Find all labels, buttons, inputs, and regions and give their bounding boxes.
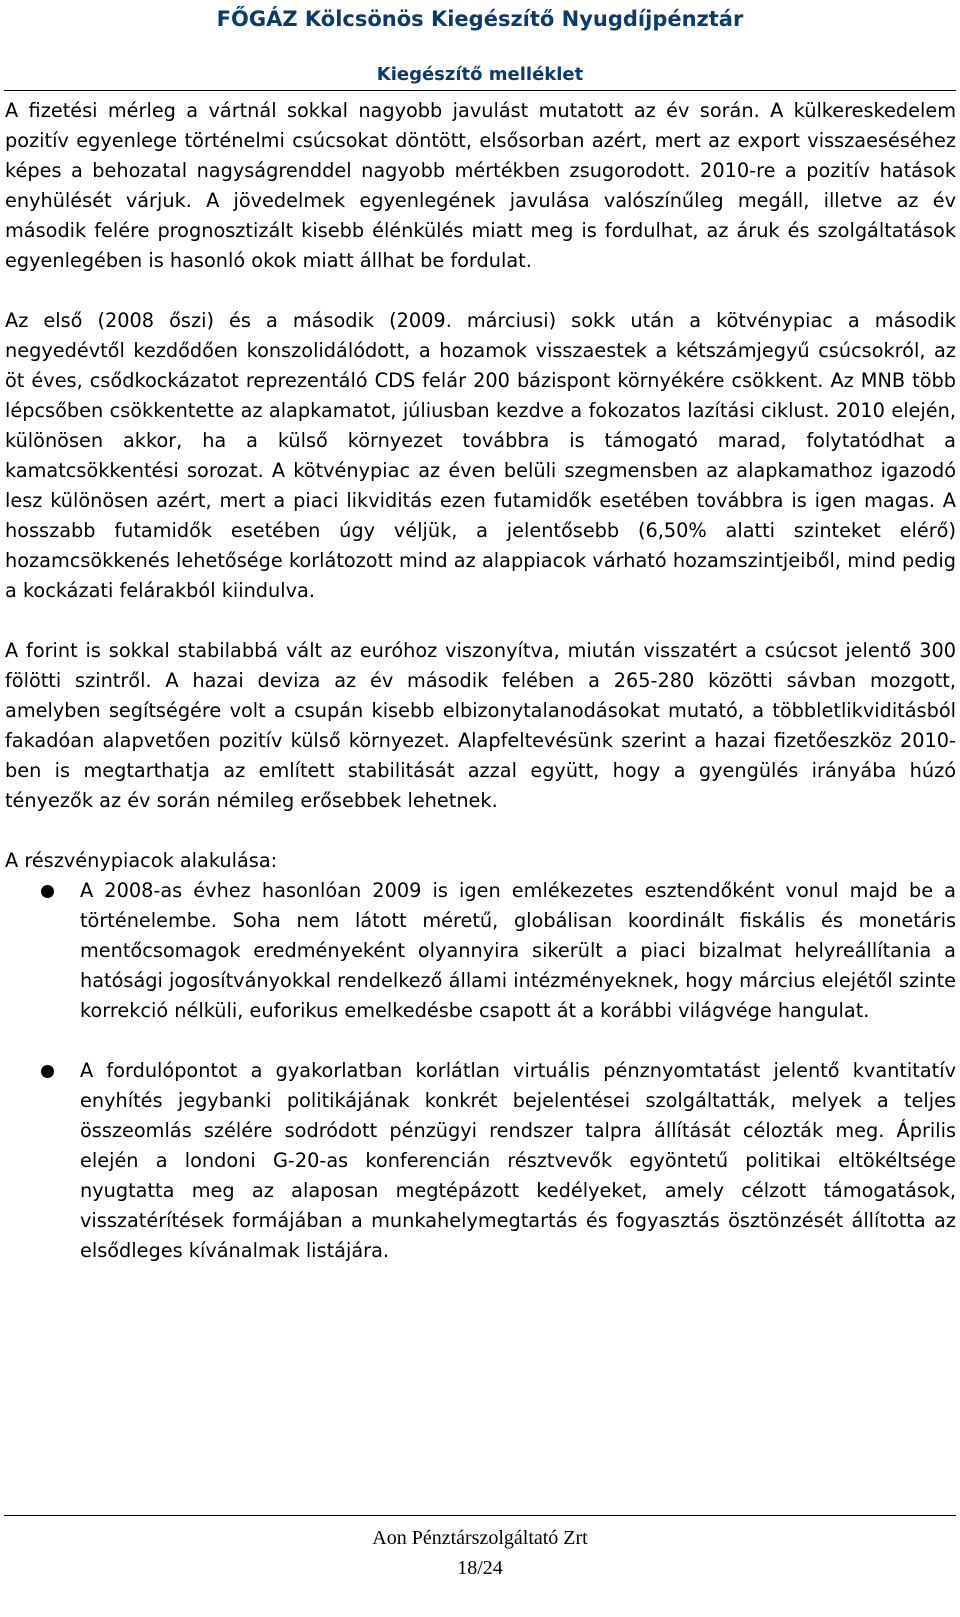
bullet-dot-icon xyxy=(41,1065,54,1078)
footer-company: Aon Pénztárszolgáltató Zrt xyxy=(372,1527,588,1549)
footer-divider xyxy=(4,1515,956,1516)
bullet-item xyxy=(5,1056,956,1266)
document-header-subtitle: Kiegészítő melléklet xyxy=(376,64,584,85)
bullet-dot-icon xyxy=(41,885,54,898)
bullet-text: A 2008-as évhez hasonlóan 2009 is igen emlékezetes esztendőként vonul majd be a történelembe. Soha nem látott méretű, globálisan koordinált fiskális és monetáris mentőcsomagok eredményeként olyannyira sikerült a piaci bizalmat helyreállítania a hatósági jogosítványokkal rendelkező állami intézményeknek, hogy március elejétől szinte korrekció nélküli, euforikus emelkedésbe csapott át a korábbi világvége hangulat. xyxy=(80,879,956,1022)
paragraph-forint: A forint is sokkal stabilabbá vált az euróhoz viszonyítva, miután visszatért a csúcsot jelentő 300 fölötti szintről. A hazai deviza az év második felében a 265-280 közötti sávban mozgott, amelyben segítségére volt a csupán kisebb elbizonytalanodásokat mutató, a többletlikviditásból fakadóan alapvetően pozitív külső környezet. Alapfeltevésünk szerint a hazai fizetőeszköz 2010-ben is megtarthatja az említett stabilitását azzal együtt, hogy a gyengülés irányába húzó tényezők az év során némileg erősebbek lehetnek. xyxy=(5,639,956,812)
document-body xyxy=(5,96,956,1266)
paragraph-spacer xyxy=(5,606,956,636)
page-number: 18/24 xyxy=(457,1557,503,1579)
header-divider xyxy=(4,90,956,91)
section-heading-equity-markets: A részvénypiacok alakulása: xyxy=(5,849,278,872)
paragraph-bond-market: Az első (2008 őszi) és a második (2009. márciusi) sokk után a kötvénypiac a második negyedévtől kezdődően konszolidálódott, a hozamok visszaestek a kétszámjegyű csúcsokról, az öt éves, csődkockázatot reprezentáló CDS felár 200 bázispont környékére csökkent. Az MNB több lépcsőben csökkentette az alapkamatot, júliusban kezdve a fokozatos lazítási ciklust. 2010 elején, különösen akkor, ha a külső környezet továbbra is támogató marad, folytatódhat a kamatcsökkentési sorozat. A kötvénypiac az éven belüli szegmensben az alapkamathoz igazodó lesz különösen azért, mert a piaci likviditás ezen futamidők esetében továbbra is igen magas. A hosszabb futamidők esetében úgy véljük, a jelentősebb (6,50% alatti szinteket elérő) hozamcsökkenés lehetősége korlátozott mind az alappiacok várható hozamszintjeiből, mind pedig a kockázati felárakból kiindulva. xyxy=(5,309,956,602)
paragraph-spacer xyxy=(5,276,956,306)
bullet-list xyxy=(5,876,956,1266)
paragraph-balance-of-payments: A fizetési mérleg a vártnál sokkal nagyobb javulást mutatott az év során. A külkereskedelem pozitív egyenlege történelmi csúcsokat döntött, elsősorban azért, mert az export visszaeséséhez képes a behozatal nagyságrenddel nagyobb mértékben zsugorodott. 2010-re a pozitív hatások enyhülését várjuk. A jövedelmek egyenlegének javulása valószínűleg megáll, illetve az év második felére prognosztizált kisebb élénkülés miatt meg is fordulhat, az áruk és szolgáltatások egyenlegében is hasonló okok miatt állhat be fordulat. xyxy=(5,99,956,272)
bullet-text: A fordulópontot a gyakorlatban korlátlan virtuális pénznyomtatást jelentő kvantitatív enyhítés jegybanki politikájának konkrét bejelentései szolgáltatták, melyek a teljes összeomlás szélére sodródott pénzügyi rendszer talpra állítását célozták meg. Április elején a londoni G-20-as konferencián résztvevők egyöntetű politikai eltökéltsége nyugtatta meg az alaposan megtépázott kedélyeket, amely célzott támogatások, visszatérítések formájában a munkahelymegtartás és fogyasztás ösztönzését állította az elsődleges kívánalmak listájára. xyxy=(80,1059,956,1262)
paragraph-spacer xyxy=(5,816,956,846)
bullet-item xyxy=(5,876,956,1026)
document-header-title: FŐGÁZ Kölcsönös Kiegészítő Nyugdíjpénztár xyxy=(216,7,744,31)
